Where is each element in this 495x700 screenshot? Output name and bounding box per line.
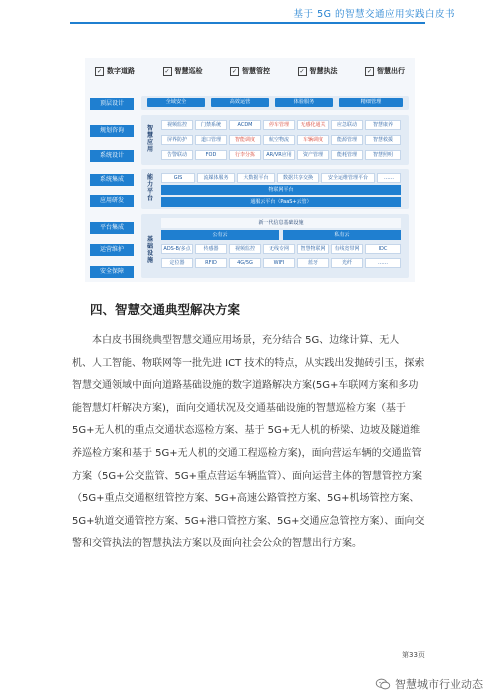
infra-cell: 视频监控 — [229, 244, 261, 254]
legend-label: 智慧巡检 — [174, 67, 203, 75]
figure-legend — [85, 64, 415, 78]
top-pill: 全域安全 — [147, 98, 205, 107]
app-cell: 资产管理 — [297, 150, 329, 160]
infra-cell: 蓝牙 — [297, 258, 329, 268]
checkbox-icon: ✓ — [231, 67, 238, 75]
public-cloud: 公有云 — [161, 230, 279, 240]
left-label: 顶层设计 — [90, 98, 134, 110]
checkbox-icon: ✓ — [366, 67, 373, 75]
app-cell: 道口管理 — [195, 135, 227, 145]
paragraph-line: 能智慧灯杆解决方案)，面向交通状况及交通基础设施的智慧巡检方案（基于 — [72, 402, 406, 414]
paragraph-line: 智慧交通领域中面向道路基础设施的数字道路解决方案(5G+车联网方案和多功 — [72, 380, 419, 392]
app-cell: 能耗管理 — [331, 150, 363, 160]
legend-item — [95, 64, 135, 78]
app-cell: FOD — [195, 150, 227, 160]
capability-cell: 数据共享交换 — [277, 173, 319, 183]
capability-cell: 大数据平台 — [237, 173, 275, 183]
app-cell: 航空物流 — [263, 135, 295, 145]
footer-watermark — [375, 676, 483, 692]
app-cell: 告警联动 — [161, 150, 193, 160]
infra-cell: …… — [365, 258, 401, 268]
section-title: 四、智慧交通典型解决方案 — [90, 302, 241, 317]
app-cell: 智慧照明 — [365, 150, 401, 160]
left-label: 应用研发 — [90, 195, 134, 207]
private-cloud: 私有云 — [283, 230, 401, 240]
infra-cell: 传感器 — [195, 244, 227, 254]
header-title: 基于 5G 的智慧交通应用实践白皮书 — [293, 9, 455, 20]
legend-label: 智慧出行 — [377, 67, 405, 75]
app-cell: 智能调度 — [229, 135, 261, 145]
app-cell: 行李分拣 — [229, 150, 261, 160]
cloud-platform: 通服云平台（PaaS+云管） — [161, 197, 401, 207]
checkbox-icon: ✓ — [96, 67, 103, 75]
capability-label: 能力平台 — [146, 174, 153, 202]
top-pill: 精细管理 — [339, 98, 403, 107]
app-cell: ACDM — [229, 120, 261, 130]
infra-cell: 光纤 — [331, 258, 363, 268]
infra-cell: ADS-B/多点 — [161, 244, 193, 254]
app-cell: 智慧康养 — [365, 120, 401, 130]
legend-label: 智慧管控 — [242, 67, 270, 75]
architecture-figure — [85, 58, 415, 282]
left-label: 平台集成 — [90, 222, 134, 234]
top-pill: 高效运营 — [211, 98, 269, 107]
iot-platform: 物联网平台 — [161, 185, 401, 195]
infra-cell: 智慧物联网 — [297, 244, 329, 254]
infra-cell: 4G/5G — [229, 258, 261, 268]
paragraph-line: 养巡检方案和基于 5G+无人机的交通工程巡检方案)，面向营运车辆的交通监管 — [72, 447, 422, 459]
top-pill: 体验服务 — [275, 98, 333, 107]
left-label: 系统设计 — [90, 150, 134, 162]
infra-cell: IDC — [365, 244, 401, 254]
wechat-icon — [375, 678, 391, 690]
left-label: 运营维护 — [90, 244, 134, 256]
paragraph-line: （5G+重点交通枢纽管控方案、5G+高速公路管控方案、5G+机场管控方案、 — [72, 493, 420, 505]
infra-title: 新一代信息基础设施 — [161, 218, 401, 228]
checkbox-icon: ✓ — [299, 67, 305, 75]
legend-label: 智慧执法 — [309, 67, 338, 75]
infra-cell: RFID — [195, 258, 227, 268]
app-cell: 车辆调度 — [297, 135, 329, 145]
legend-item — [298, 64, 338, 78]
legend-item — [163, 64, 203, 78]
legend-label: 数字道路 — [107, 67, 135, 75]
app-cell: AR/VR应用 — [263, 150, 295, 160]
app-cell: 门禁系统 — [195, 120, 227, 130]
capability-cell: 流媒体服务 — [197, 173, 235, 183]
left-label: 安全保障 — [90, 266, 134, 278]
infra-label: 基础设施 — [146, 236, 153, 264]
paragraph-line: 5G+轨道交通管控方案、5G+港口管控方案、5G+交通应急管控方案）、面向交 — [72, 515, 425, 527]
footer-brand: 智慧城市行业动态 — [395, 678, 483, 691]
app-cell: 智慧救援 — [365, 135, 401, 145]
paragraph-line: 方案（5G+公交监管、5G+重点营运车辆监管）、面向运营主体的智慧管控方案 — [72, 470, 422, 482]
app-cell: 无感化通关 — [297, 120, 329, 130]
body-paragraph — [72, 330, 432, 556]
paragraph-line: 警和交管执法的智慧执法方案以及面向社会公众的智慧出行方案。 — [72, 538, 362, 550]
page-number: 第33页 — [402, 651, 425, 659]
capability-cell: …… — [377, 173, 401, 183]
header-rule — [70, 22, 425, 24]
capability-cell: 安全运维管理平台 — [321, 173, 375, 183]
paragraph-line: 本白皮书围绕典型智慧交通应用场景，充分结合 5G、边缘计算、无人 — [72, 335, 400, 346]
checkbox-icon: ✓ — [164, 67, 170, 75]
app-cell: 视频监控 — [161, 120, 193, 130]
paragraph-line: 5G+无人机的重点交通状态巡检方案、基于 5G+无人机的桥梁、边坡及隧道维 — [72, 425, 421, 437]
app-cell: 应急联动 — [331, 120, 363, 130]
infra-cell: 定位器 — [161, 258, 193, 268]
legend-item — [365, 64, 405, 78]
paragraph-line: 机、人工智能、物联网等一批先进 ICT 技术的特点，从实践出发抛砖引玉，探索 — [72, 357, 425, 369]
infra-cell: 有线宽带网 — [331, 244, 363, 254]
app-cell: 停车管理 — [263, 120, 295, 130]
left-label: 规划咨询 — [90, 125, 134, 137]
infra-cell: 无线专网 — [263, 244, 295, 254]
app-cell: 屏界防护 — [161, 135, 193, 145]
capability-cell: GIS — [161, 173, 195, 183]
infra-cell: WIFI — [263, 258, 295, 268]
left-label: 系统集成 — [90, 174, 134, 186]
smart-app-label: 智慧应用 — [146, 125, 153, 153]
legend-item — [230, 64, 270, 78]
app-cell: 能源管理 — [331, 135, 363, 145]
